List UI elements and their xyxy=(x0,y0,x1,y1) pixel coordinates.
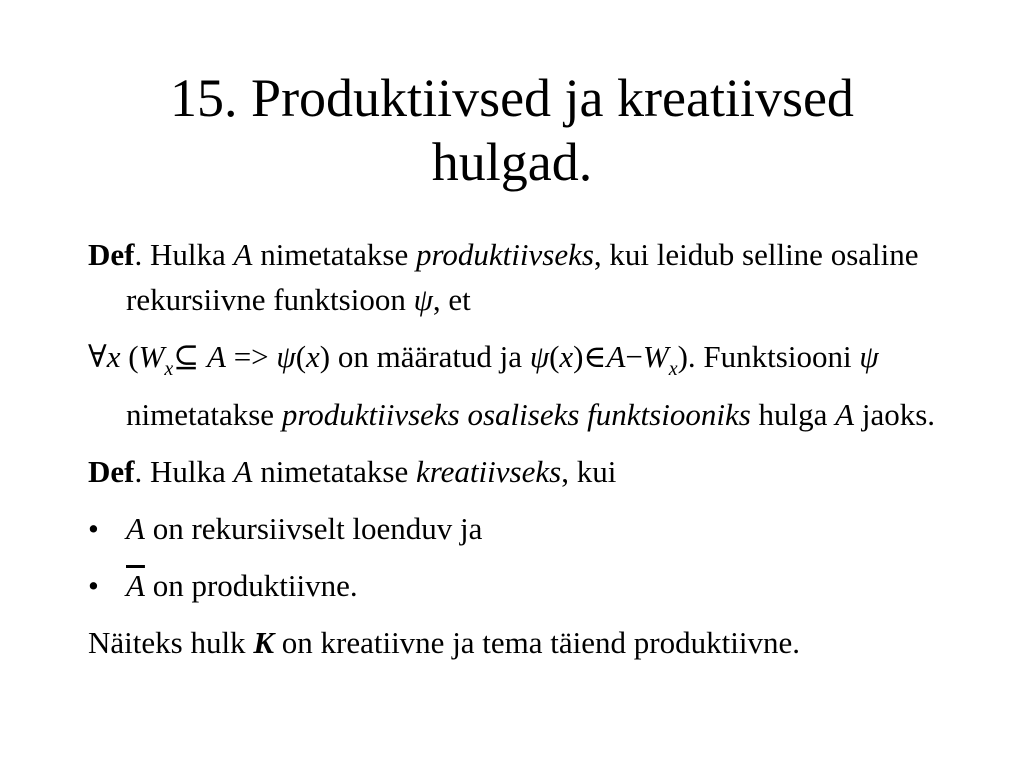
var-x: x xyxy=(559,339,574,374)
bullet-text: on rekursiivselt loenduv ja xyxy=(144,511,483,546)
bullet-text: on produktiivne. xyxy=(144,568,358,603)
psi-symbol: ψ xyxy=(859,339,879,374)
var-a: A xyxy=(233,454,253,489)
paren-open: ( xyxy=(120,339,139,374)
def2-text-1: . Hulka xyxy=(134,454,234,489)
def1-text-3: , kui leidub selline osaline rekursiivne funktsioon xyxy=(126,237,919,317)
def1-text-1: . Hulka xyxy=(134,237,234,272)
title-line-1: 15. Produktiivsed ja kreatiivsed xyxy=(170,68,854,128)
bullet-item-complement-productive xyxy=(88,563,968,608)
def1-text-4: , et xyxy=(432,282,471,317)
paren-open: ( xyxy=(549,339,560,374)
bullet-item-recursively-enumerable xyxy=(88,506,968,551)
paren-close-period: ). xyxy=(677,339,696,374)
formula-text-5: jaoks. xyxy=(854,397,936,432)
var-x: x xyxy=(306,339,320,374)
psi-symbol: ψ xyxy=(413,282,433,317)
var-a: A xyxy=(126,511,145,546)
formula-paragraph xyxy=(88,334,968,437)
var-x: x xyxy=(106,339,121,374)
example-paragraph xyxy=(88,620,968,665)
title-line-2: hulgad. xyxy=(431,132,593,192)
definition-creative xyxy=(88,449,968,494)
paren-close: ) xyxy=(573,339,584,374)
slide-body xyxy=(88,232,968,677)
bullet-icon: • xyxy=(88,511,99,546)
def1-text-2: nimetatakse xyxy=(252,237,416,272)
paren-close: ) xyxy=(319,339,331,374)
def-label: Def xyxy=(88,237,135,272)
var-a: A xyxy=(207,339,226,374)
minus-symbol: − xyxy=(625,339,643,374)
forall-symbol: ∀ xyxy=(88,339,107,374)
var-w: W xyxy=(642,339,669,374)
element-of-symbol: ∈ xyxy=(583,339,607,374)
definition-productive xyxy=(88,232,968,322)
term-creative: kreatiivseks xyxy=(416,454,562,489)
formula-text-1: on määratud ja xyxy=(330,339,530,374)
term-productive-partial-function: produktiivseks osaliseks funktsiooniks xyxy=(281,397,751,432)
var-a: A xyxy=(606,339,626,374)
example-text-2: on kreatiivne ja tema täiend produktiivne. xyxy=(274,625,800,660)
paren-open: ( xyxy=(295,339,307,374)
var-a: A xyxy=(233,237,253,272)
psi-symbol: ψ xyxy=(276,339,296,374)
psi-symbol: ψ xyxy=(529,339,550,374)
def-label: Def xyxy=(88,454,135,489)
bullet-icon: • xyxy=(88,568,99,603)
def2-text-2: nimetatakse xyxy=(252,454,416,489)
var-a-complement: $\overline{A}$ xyxy=(126,568,145,603)
subscript-x: x xyxy=(668,358,678,380)
example-text-1: Näiteks hulk xyxy=(88,625,254,660)
slide-title xyxy=(60,66,964,194)
subseteq-symbol: ⊆ xyxy=(173,339,208,374)
formula-text-4: hulga xyxy=(750,397,836,432)
subscript-x: x xyxy=(164,358,174,380)
var-k: K xyxy=(253,625,274,660)
formula-text-2: Funktsiooni xyxy=(695,339,860,374)
term-productive: produktiivseks xyxy=(416,237,594,272)
formula-text-3: nimetatakse xyxy=(126,397,282,432)
implies-symbol: => xyxy=(225,339,277,374)
var-a: A xyxy=(835,397,855,432)
def2-text-3: , kui xyxy=(561,454,617,489)
var-w: W xyxy=(138,339,165,374)
